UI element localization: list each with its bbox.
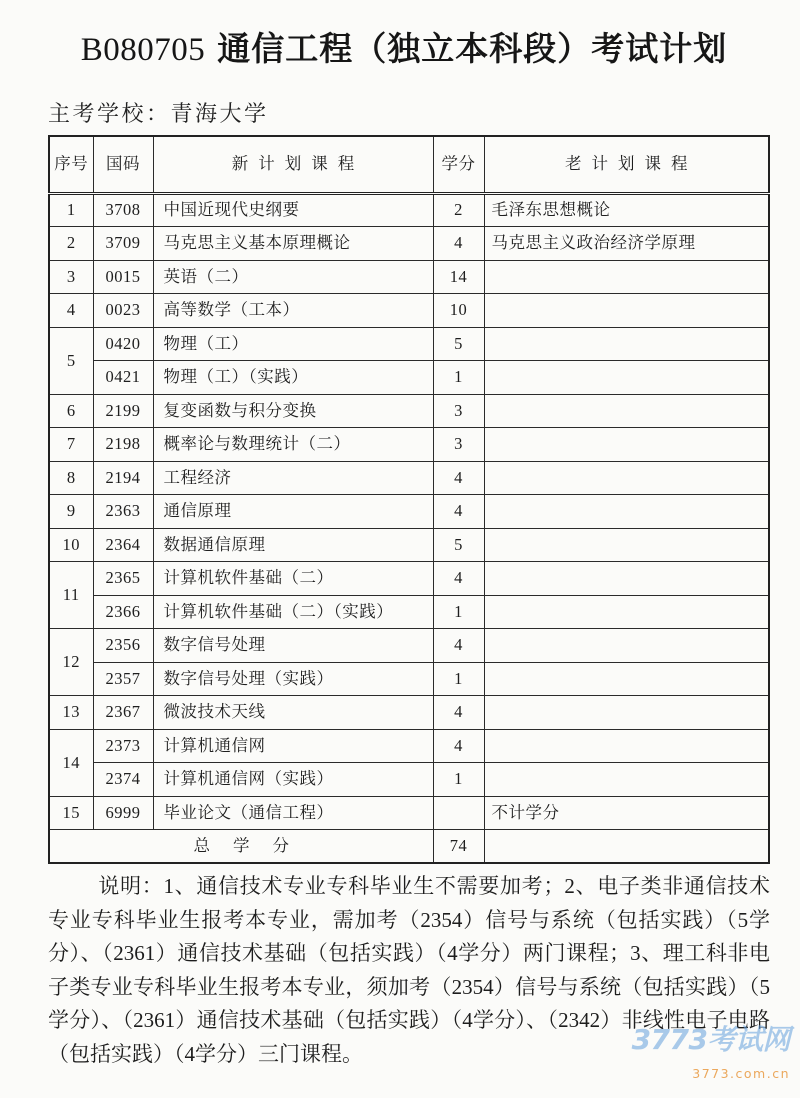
credit-cell: 4 — [433, 629, 484, 663]
new-course-cell: 数据通信原理 — [153, 528, 433, 562]
table-row — [49, 361, 769, 395]
new-course-cell: 计算机软件基础（二） — [153, 562, 433, 596]
table-row — [49, 729, 769, 763]
old-course-cell — [484, 495, 769, 529]
credit-cell: 14 — [433, 260, 484, 294]
old-course-cell — [484, 729, 769, 763]
old-course-cell — [484, 562, 769, 596]
credit-cell: 3 — [433, 394, 484, 428]
credit-cell: 1 — [433, 662, 484, 696]
seq-cell: 10 — [49, 528, 93, 562]
credit-cell — [433, 796, 484, 830]
course-code-cell: 3708 — [93, 193, 153, 227]
table-row — [49, 662, 769, 696]
credit-cell: 4 — [433, 495, 484, 529]
old-course-cell — [484, 361, 769, 395]
credit-cell: 4 — [433, 227, 484, 261]
table-row — [49, 260, 769, 294]
old-course-cell — [484, 629, 769, 663]
new-course-cell: 物理（工） — [153, 327, 433, 361]
new-course-cell: 通信原理 — [153, 495, 433, 529]
credit-cell: 3 — [433, 428, 484, 462]
seq-cell: 3 — [49, 260, 93, 294]
table-row — [49, 696, 769, 730]
new-course-cell: 英语（二） — [153, 260, 433, 294]
table-row — [49, 461, 769, 495]
old-course-cell — [484, 763, 769, 797]
total-row — [49, 830, 769, 864]
seq-cell: 15 — [49, 796, 93, 830]
table-row — [49, 796, 769, 830]
seq-cell: 12 — [49, 629, 93, 696]
watermark-url: 3773.com.cn — [692, 1066, 790, 1081]
new-course-cell: 微波技术天线 — [153, 696, 433, 730]
new-course-cell: 计算机通信网（实践） — [153, 763, 433, 797]
header-new-course: 新计划课程 — [153, 136, 433, 193]
seq-cell: 7 — [49, 428, 93, 462]
course-code-cell: 2364 — [93, 528, 153, 562]
table-row — [49, 562, 769, 596]
program-name: 通信工程（独立本科段）考试计划 — [217, 32, 728, 68]
total-label: 总学分 — [49, 830, 433, 864]
credit-cell: 4 — [433, 696, 484, 730]
seq-cell: 6 — [49, 394, 93, 428]
header-code: 国码 — [93, 136, 153, 193]
seq-cell: 14 — [49, 729, 93, 796]
credit-cell: 4 — [433, 562, 484, 596]
school-line — [48, 97, 269, 131]
table-row — [49, 394, 769, 428]
credit-cell: 5 — [433, 528, 484, 562]
seq-cell: 2 — [49, 227, 93, 261]
plan-table-body — [49, 193, 769, 863]
new-course-cell: 中国近现代史纲要 — [153, 193, 433, 227]
old-course-cell — [484, 428, 769, 462]
credit-cell: 4 — [433, 729, 484, 763]
credit-cell: 10 — [433, 294, 484, 328]
school-label: 主考学校： — [48, 101, 171, 126]
table-row — [49, 227, 769, 261]
new-course-cell: 概率论与数理统计（二） — [153, 428, 433, 462]
old-course-cell — [484, 394, 769, 428]
seq-cell: 1 — [49, 193, 93, 227]
new-course-cell: 复变函数与积分变换 — [153, 394, 433, 428]
course-code-cell: 3709 — [93, 227, 153, 261]
old-course-cell — [484, 528, 769, 562]
program-code: B080705 — [80, 32, 206, 68]
table-header — [49, 136, 769, 193]
old-course-cell: 马克思主义政治经济学原理 — [484, 227, 769, 261]
header-seq: 序号 — [49, 136, 93, 193]
old-course-cell — [484, 294, 769, 328]
course-code-cell: 2374 — [93, 763, 153, 797]
total-old-course-cell — [484, 830, 769, 864]
old-course-cell — [484, 260, 769, 294]
new-course-cell: 计算机通信网 — [153, 729, 433, 763]
credit-cell: 1 — [433, 763, 484, 797]
credit-cell: 5 — [433, 327, 484, 361]
school-name: 青海大学 — [170, 101, 269, 126]
table-row — [49, 495, 769, 529]
old-course-cell — [484, 662, 769, 696]
header-old-course: 老计划课程 — [484, 136, 769, 193]
table-row — [49, 528, 769, 562]
seq-cell: 8 — [49, 461, 93, 495]
header-credit: 学分 — [433, 136, 484, 193]
old-course-cell — [484, 327, 769, 361]
course-code-cell: 2199 — [93, 394, 153, 428]
new-course-cell: 物理（工）（实践） — [153, 361, 433, 395]
course-code-cell: 2194 — [93, 461, 153, 495]
new-course-cell: 计算机软件基础（二）（实践） — [153, 595, 433, 629]
exam-plan-table — [48, 135, 770, 864]
course-code-cell: 2366 — [93, 595, 153, 629]
seq-cell: 11 — [49, 562, 93, 629]
old-course-cell: 不计学分 — [484, 796, 769, 830]
table-row — [49, 294, 769, 328]
course-code-cell: 2357 — [93, 662, 153, 696]
course-code-cell: 0023 — [93, 294, 153, 328]
note-paragraph: 说明：1、通信技术专业专科毕业生不需要加考；2、电子类非通信技术专业专科毕业生报考本专业，需加考（2354）信号与系统（包括实践）（5学分）、（2361）通信技术基础（包括实践）（4学分）两门课程；3、理工科非电子类专业专科毕业生报考本专业，须加考（2354）信号与系统（包括实践）（5学分）、（2361）通信技术基础（包括实践）（4学分）、（2342）非线性电子电路（包括实践）（4学分）三门课程。 — [48, 874, 770, 1066]
old-course-cell: 毛泽东思想概论 — [484, 193, 769, 227]
seq-cell: 13 — [49, 696, 93, 730]
credit-cell: 4 — [433, 461, 484, 495]
seq-cell: 5 — [49, 327, 93, 394]
new-course-cell: 高等数学（工本） — [153, 294, 433, 328]
old-course-cell — [484, 595, 769, 629]
total-credit: 74 — [433, 830, 484, 864]
new-course-cell: 数字信号处理 — [153, 629, 433, 663]
credit-cell: 1 — [433, 595, 484, 629]
course-code-cell: 0421 — [93, 361, 153, 395]
new-course-cell: 数字信号处理（实践） — [153, 662, 433, 696]
watermark-name: 3773考试网 — [631, 1023, 790, 1056]
header-row — [49, 136, 769, 193]
seq-cell: 4 — [49, 294, 93, 328]
course-code-cell: 6999 — [93, 796, 153, 830]
course-code-cell: 0015 — [93, 260, 153, 294]
old-course-cell — [484, 696, 769, 730]
course-code-cell: 2363 — [93, 495, 153, 529]
course-code-cell: 2198 — [93, 428, 153, 462]
old-course-cell — [484, 461, 769, 495]
course-code-cell: 2373 — [93, 729, 153, 763]
table-row — [49, 629, 769, 663]
course-code-cell: 2356 — [93, 629, 153, 663]
table-row — [49, 193, 769, 227]
table-row — [49, 763, 769, 797]
table-row — [49, 428, 769, 462]
new-course-cell: 毕业论文（通信工程） — [153, 796, 433, 830]
credit-cell: 2 — [433, 193, 484, 227]
table-row — [49, 595, 769, 629]
new-course-cell: 马克思主义基本原理概论 — [153, 227, 433, 261]
seq-cell: 9 — [49, 495, 93, 529]
course-code-cell: 0420 — [93, 327, 153, 361]
table-row — [49, 327, 769, 361]
course-code-cell: 2367 — [93, 696, 153, 730]
credit-cell: 1 — [433, 361, 484, 395]
page-title — [0, 24, 800, 76]
new-course-cell: 工程经济 — [153, 461, 433, 495]
course-code-cell: 2365 — [93, 562, 153, 596]
